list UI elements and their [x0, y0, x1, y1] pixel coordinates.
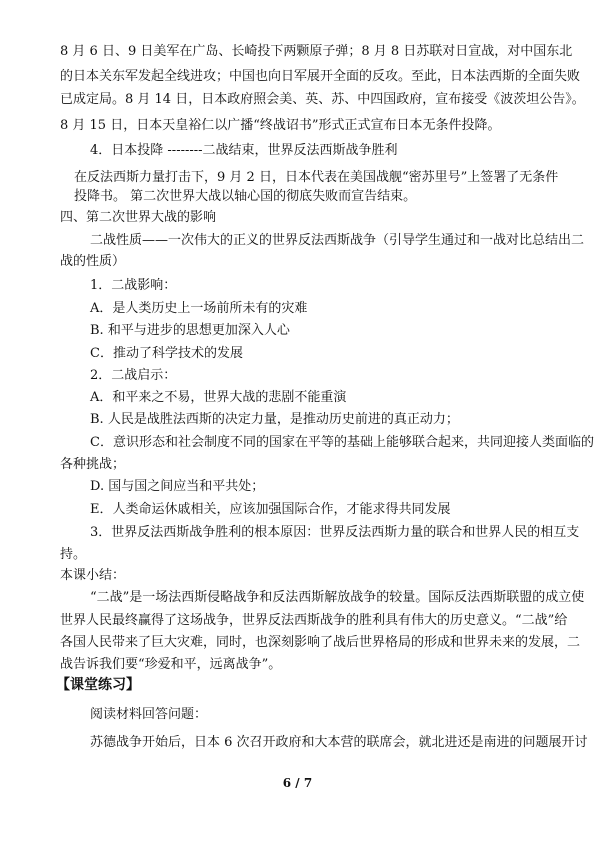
text-line: 世界人民最终赢得了这场战争，世界反法西斯战争的胜利具有伟大的历史意义。“二战”给: [60, 613, 568, 629]
text-line: 战告诉我们要“珍爱和平，远离战争”。: [60, 657, 282, 673]
text-line: A．和平来之不易，世界大战的悲剧不能重演: [90, 390, 347, 406]
text-line: 各国人民带来了巨大灾难，同时，也深刻影响了战后世界格局的形成和世界未来的发展，二: [60, 635, 581, 651]
text-line: “二战”是一场法西斯侵略战争和反法西斯解放战争的较量。国际反法西斯联盟的成立使: [90, 590, 585, 606]
text-line: A．是人类历史上一场前所未有的灾难: [90, 300, 308, 316]
text-line: 的日本关东军发起全线进攻；中国也向日军展开全面的反攻。至此，日本法西斯的全面失败: [60, 69, 581, 85]
text-line: B. 和平与进步的思想更加深入人心: [90, 322, 290, 338]
text-line: 二战性质——一次伟大的正义的世界反法西斯战争（引导学生通过和一战对比总结出二: [90, 232, 585, 248]
text-line: 3．世界反法西斯战争胜利的根本原因：世界反法西斯力量的联合和世界人民的相互支: [90, 525, 580, 541]
text-line: 1．二战影响：: [90, 277, 177, 293]
section-heading: 四、第二次世界大战的影响: [60, 210, 217, 226]
text-line: C．推动了科学技术的发展: [90, 345, 243, 361]
text-line: 战的性质）: [60, 254, 126, 270]
text-line: 在反法西斯力量打击下，9 月 2 日，日本代表在美国战舰“密苏里号”上签署了无条件: [74, 169, 559, 185]
text-line: D. 国与国之间应当和平共处；: [90, 479, 265, 495]
text-line: 8 月 6 日、9 日美军在广岛、长崎投下两颗原子弹；8 月 8 日苏联对日宣战，对中国东北: [60, 43, 573, 59]
text-line: 各种挑战；: [60, 457, 126, 473]
text-line: 已成定局。8 月 14 日，日本政府照会美、英、苏、中四国政府，宣布接受《波茨坦公告》。: [60, 92, 585, 108]
text-line: 4．日本投降 --------二战结束，世界反法西斯战争胜利: [90, 143, 398, 159]
text-line: B. 人民是战胜法西斯的决定力量，是推动历史前进的真正动力；: [90, 412, 459, 428]
text-line: 持。: [60, 547, 87, 563]
text-line: 2．二战启示：: [90, 367, 177, 383]
summary-heading: 本课小结：: [60, 568, 126, 584]
text-line: E．人类命运休戚相关，应该加强国际合作，才能求得共同发展: [90, 502, 451, 518]
exercise-line: 阅读材料回答问题：: [90, 707, 208, 722]
text-line: 8 月 15 日，日本天皇裕仁以广播“终战诏书”形式正式宣布日本无条件投降。: [60, 117, 501, 133]
exercise-line: 苏德战争开始后，日本 6 次召开政府和大本营的联席会，就北进还是南进的问题展开讨: [90, 735, 588, 750]
page-number: 6 / 7: [282, 776, 313, 790]
exercise-heading: 【课堂练习】: [56, 677, 140, 693]
text-line: C．意识形态和社会制度不同的国家在平等的基础上能够联合起来，共同迎接人类面临的: [90, 435, 594, 451]
text-line: 投降书。 第二次世界大战以轴心国的彻底失败而宣告结束。: [74, 188, 417, 204]
